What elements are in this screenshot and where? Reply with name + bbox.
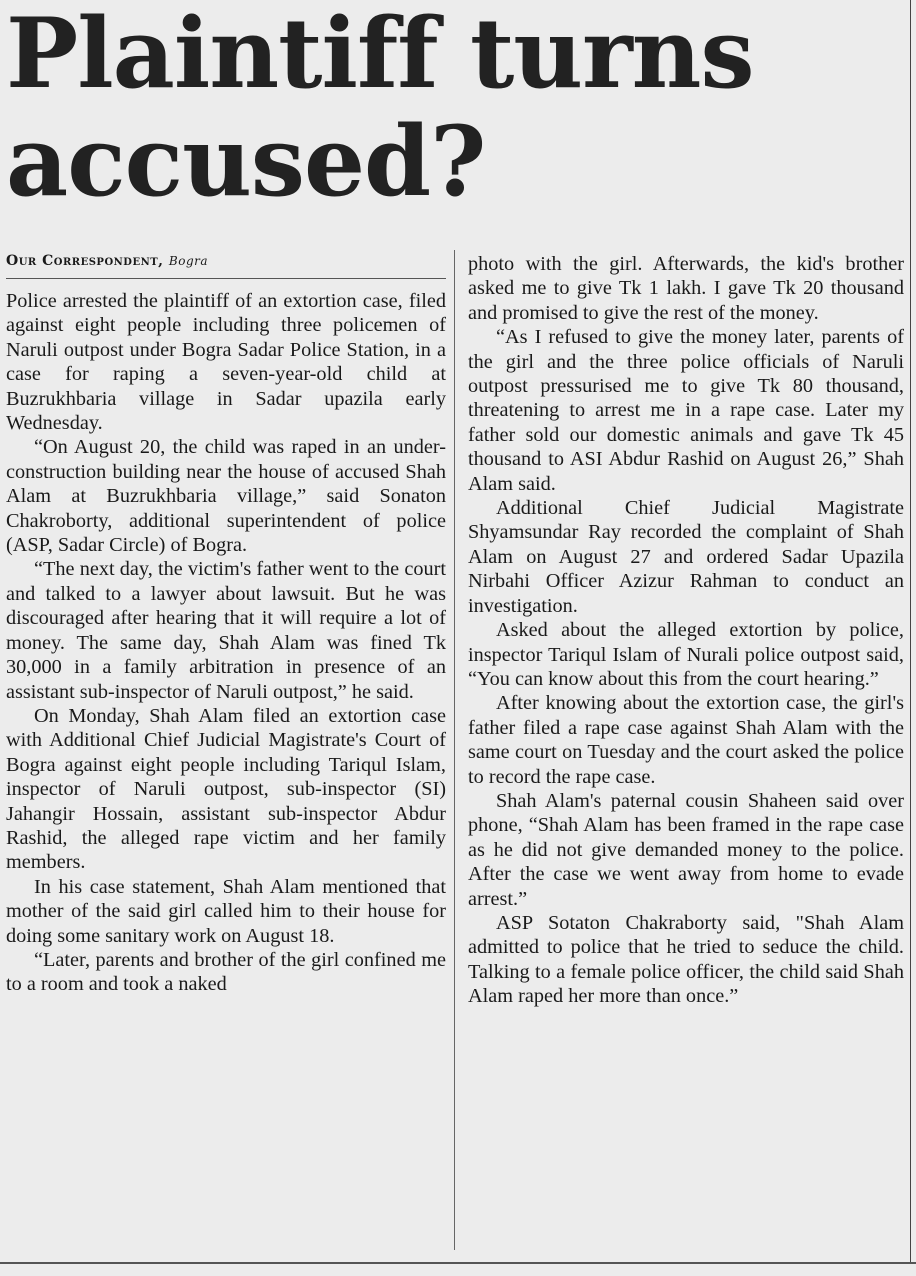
paragraph: “Later, parents and brother of the girl confined me to a room and took a naked — [6, 948, 446, 996]
bottom-border — [0, 1262, 916, 1264]
byline-rule — [6, 278, 446, 279]
headline: Plaintiff turns accused? — [6, 0, 754, 218]
byline-place: Bogra — [168, 254, 209, 268]
paragraph: “The next day, the victim's father went to the court and talked to a lawyer about lawsuit. But he was discouraged after hearing that it will require a lot of money. The same day, Shah Alam was fined Tk 30,000 in a family arbitration in presence of an assistant sub-inspector of Naruli outpost,” he said. — [6, 558, 446, 703]
paragraph: On Monday, Shah Alam filed an extortion case with Additional Chief Judicial Magistrate's Court of Bogra against eight people including Tariqul Islam, inspector of Naruli outpost, sub-inspector (SI) Jahangir Hossain, assistant sub-inspector Abdur Rashid, the alleged rape victim and her family members. — [6, 704, 446, 874]
paragraph: In his case statement, Shah Alam mentioned that mother of the said girl called him to their house for doing some sanitary work on August 18. — [6, 875, 446, 947]
paragraph: Police arrested the plaintiff of an extortion case, filed against eight people including three policemen of Naruli outpost under Bogra Sadar Police Station, in a case for raping a seven-year-old child at Buzrukhbaria village in Sadar upazila early Wednesday. — [6, 290, 446, 435]
left-column — [6, 250, 446, 997]
paragraph: “As I refused to give the money later, parents of the girl and the three police officials of Naruli outpost pressurised me to give Tk 80 thousand, threatening to arrest me in a rape case. Later my father sold our domestic animals and gave Tk 45 thousand to ASI Abdur Rashid on August 26,” Shah Alam said. — [468, 326, 904, 495]
paragraph: Additional Chief Judicial Magistrate Shyamsundar Ray recorded the complaint of Shah Alam on August 27 and ordered Sadar Upazila Nirbahi Officer Azizur Rahman to conduct an investigation. — [468, 497, 904, 617]
paragraph: ASP Sotaton Chakraborty said, "Shah Alam admitted to police that he tried to seduce the child. Talking to a female police officer, the child said Shah Alam raped her more than once.” — [468, 911, 904, 1008]
paragraph: After knowing about the extortion case, the girl's father filed a rape case against Shah Alam with the same court on Tuesday and the court asked the police to record the rape case. — [468, 692, 904, 788]
byline — [6, 250, 446, 272]
paragraph: “On August 20, the child was raped in an under-construction building near the house of accused Shah Alam at Buzrukhbaria village,” said Sonaton Chakroborty, additional superintendent of police (ASP, Sadar Circle) of Bogra. — [6, 436, 446, 557]
paragraph: Asked about the alleged extortion by police, inspector Tariqul Islam of Nurali police outpost said, “You can know about this from the court hearing.” — [468, 619, 904, 690]
paragraph: photo with the girl. Afterwards, the kid's brother asked me to give Tk 1 lakh. I gave Tk 20 thousand and promised to give the rest of the money. — [468, 253, 904, 324]
right-border — [910, 0, 911, 1262]
paragraph: Shah Alam's paternal cousin Shaheen said over phone, “Shah Alam has been framed in the rape case as he did not give demanded money to the police. After the case we went away from home to evade arrest.” — [468, 789, 904, 910]
column-divider — [454, 250, 455, 1250]
right-column — [468, 252, 904, 1009]
byline-author: Our Correspondent, — [6, 253, 164, 269]
